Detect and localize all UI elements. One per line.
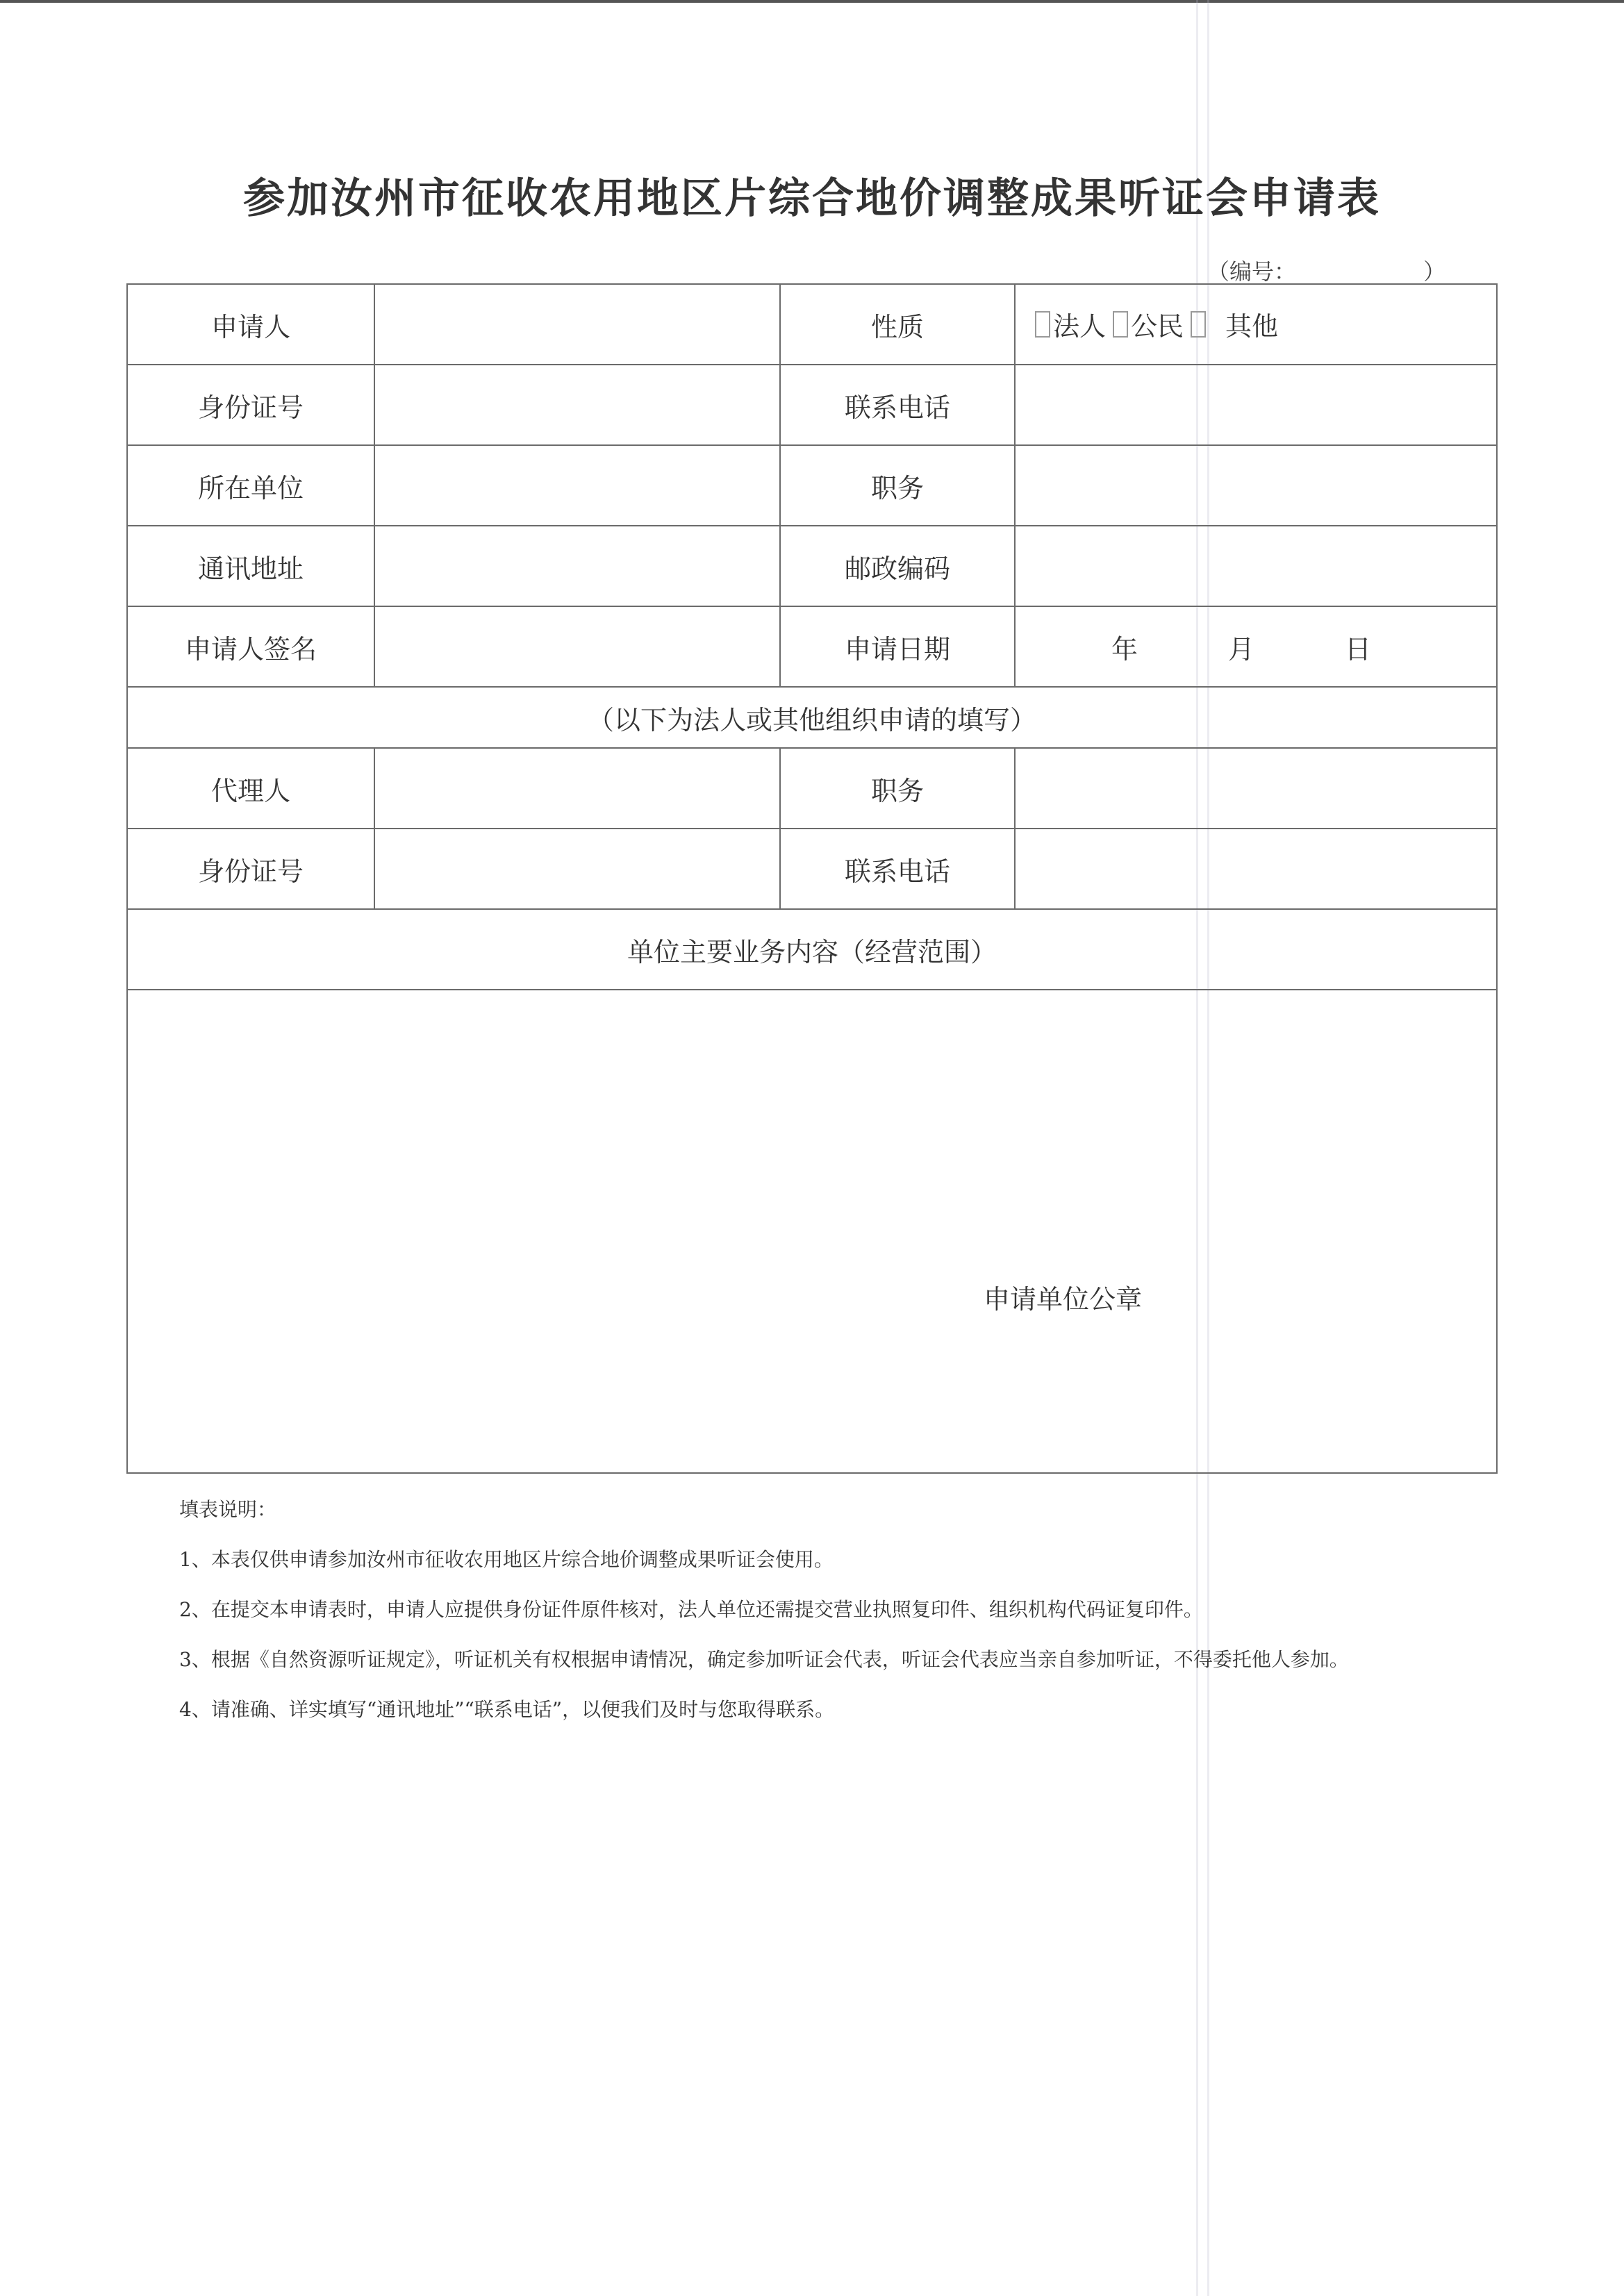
- form-title: 参加汝州市征收农用地区片综合地价调整成果听证会申请表: [243, 174, 1381, 223]
- apply-date-field[interactable]: [1015, 606, 1497, 687]
- address-field[interactable]: [374, 526, 780, 606]
- id-number-label: 身份证号: [127, 365, 374, 445]
- agent-id-number-label: 身份证号: [127, 829, 374, 909]
- other-label: 其他: [1225, 311, 1279, 342]
- other-checkbox[interactable]: [1191, 311, 1206, 338]
- date-day: 日: [1344, 633, 1371, 665]
- table-row: [127, 990, 1497, 1473]
- application-form-table: [126, 283, 1498, 1474]
- unit-seal-label: 申请单位公章: [984, 1284, 1143, 1315]
- date-year: 年: [1111, 633, 1138, 665]
- agent-position-field[interactable]: [1015, 748, 1497, 829]
- table-row: [127, 909, 1497, 990]
- table-row: [127, 829, 1497, 909]
- legal-person-label: 法人: [1053, 311, 1107, 342]
- agent-label: 代理人: [127, 748, 374, 829]
- work-unit-field[interactable]: [374, 445, 780, 526]
- nature-options: [1015, 284, 1497, 365]
- signature-label: 申请人签名: [127, 606, 374, 687]
- table-row: [127, 284, 1497, 365]
- instruction-item: 2、在提交本申请表时，申请人应提供身份证件原件核对，法人单位还需提交营业执照复印件、组织机构代码证复印件。: [179, 1598, 1203, 1621]
- business-scope-field[interactable]: [127, 990, 1497, 1473]
- table-row: [127, 606, 1497, 687]
- table-row: [127, 748, 1497, 829]
- id-number-field[interactable]: [374, 365, 780, 445]
- instruction-item: 3、根据《自然资源听证规定》，听证机关有权根据申请情况，确定参加听证会代表，听证会代表应当亲自参加听证，不得委托他人参加。: [179, 1648, 1349, 1671]
- citizen-label: 公民: [1131, 311, 1184, 342]
- position-label: 职务: [780, 445, 1015, 526]
- nature-label: 性质: [780, 284, 1015, 365]
- table-row: [127, 687, 1497, 748]
- work-unit-label: 所在单位: [127, 445, 374, 526]
- table-row: [127, 526, 1497, 606]
- applicant-field[interactable]: [374, 284, 780, 365]
- phone-label: 联系电话: [780, 365, 1015, 445]
- position-field[interactable]: [1015, 445, 1497, 526]
- signature-field[interactable]: [374, 606, 780, 687]
- instruction-item: 4、请准确、详实填写“通讯地址”“联系电话”，以便我们及时与您取得联系。: [179, 1698, 835, 1721]
- agent-position-label: 职务: [780, 748, 1015, 829]
- table-row: [127, 365, 1497, 445]
- table-row: [127, 445, 1497, 526]
- date-month: 月: [1227, 633, 1254, 665]
- address-label: 通讯地址: [127, 526, 374, 606]
- citizen-checkbox[interactable]: [1113, 311, 1128, 338]
- apply-date-label: 申请日期: [780, 606, 1015, 687]
- agent-id-number-field[interactable]: [374, 829, 780, 909]
- instruction-item: 1、本表仅供申请参加汝州市征收农用地区片综合地价调整成果听证会使用。: [179, 1548, 834, 1571]
- agent-field[interactable]: [374, 748, 780, 829]
- legal-person-checkbox[interactable]: [1035, 311, 1050, 338]
- agent-phone-field[interactable]: [1015, 829, 1497, 909]
- applicant-label: 申请人: [127, 284, 374, 365]
- serial-number-label: （编号： ）: [1207, 258, 1446, 285]
- postal-code-label: 邮政编码: [780, 526, 1015, 606]
- phone-field[interactable]: [1015, 365, 1497, 445]
- page-top-edge: [0, 0, 1624, 3]
- postal-code-field[interactable]: [1015, 526, 1497, 606]
- agent-phone-label: 联系电话: [780, 829, 1015, 909]
- business-scope-label: 单位主要业务内容（经营范围）: [127, 909, 1497, 990]
- instructions-title: 填表说明：: [179, 1498, 277, 1521]
- legal-entity-note: （以下为法人或其他组织申请的填写）: [127, 687, 1497, 748]
